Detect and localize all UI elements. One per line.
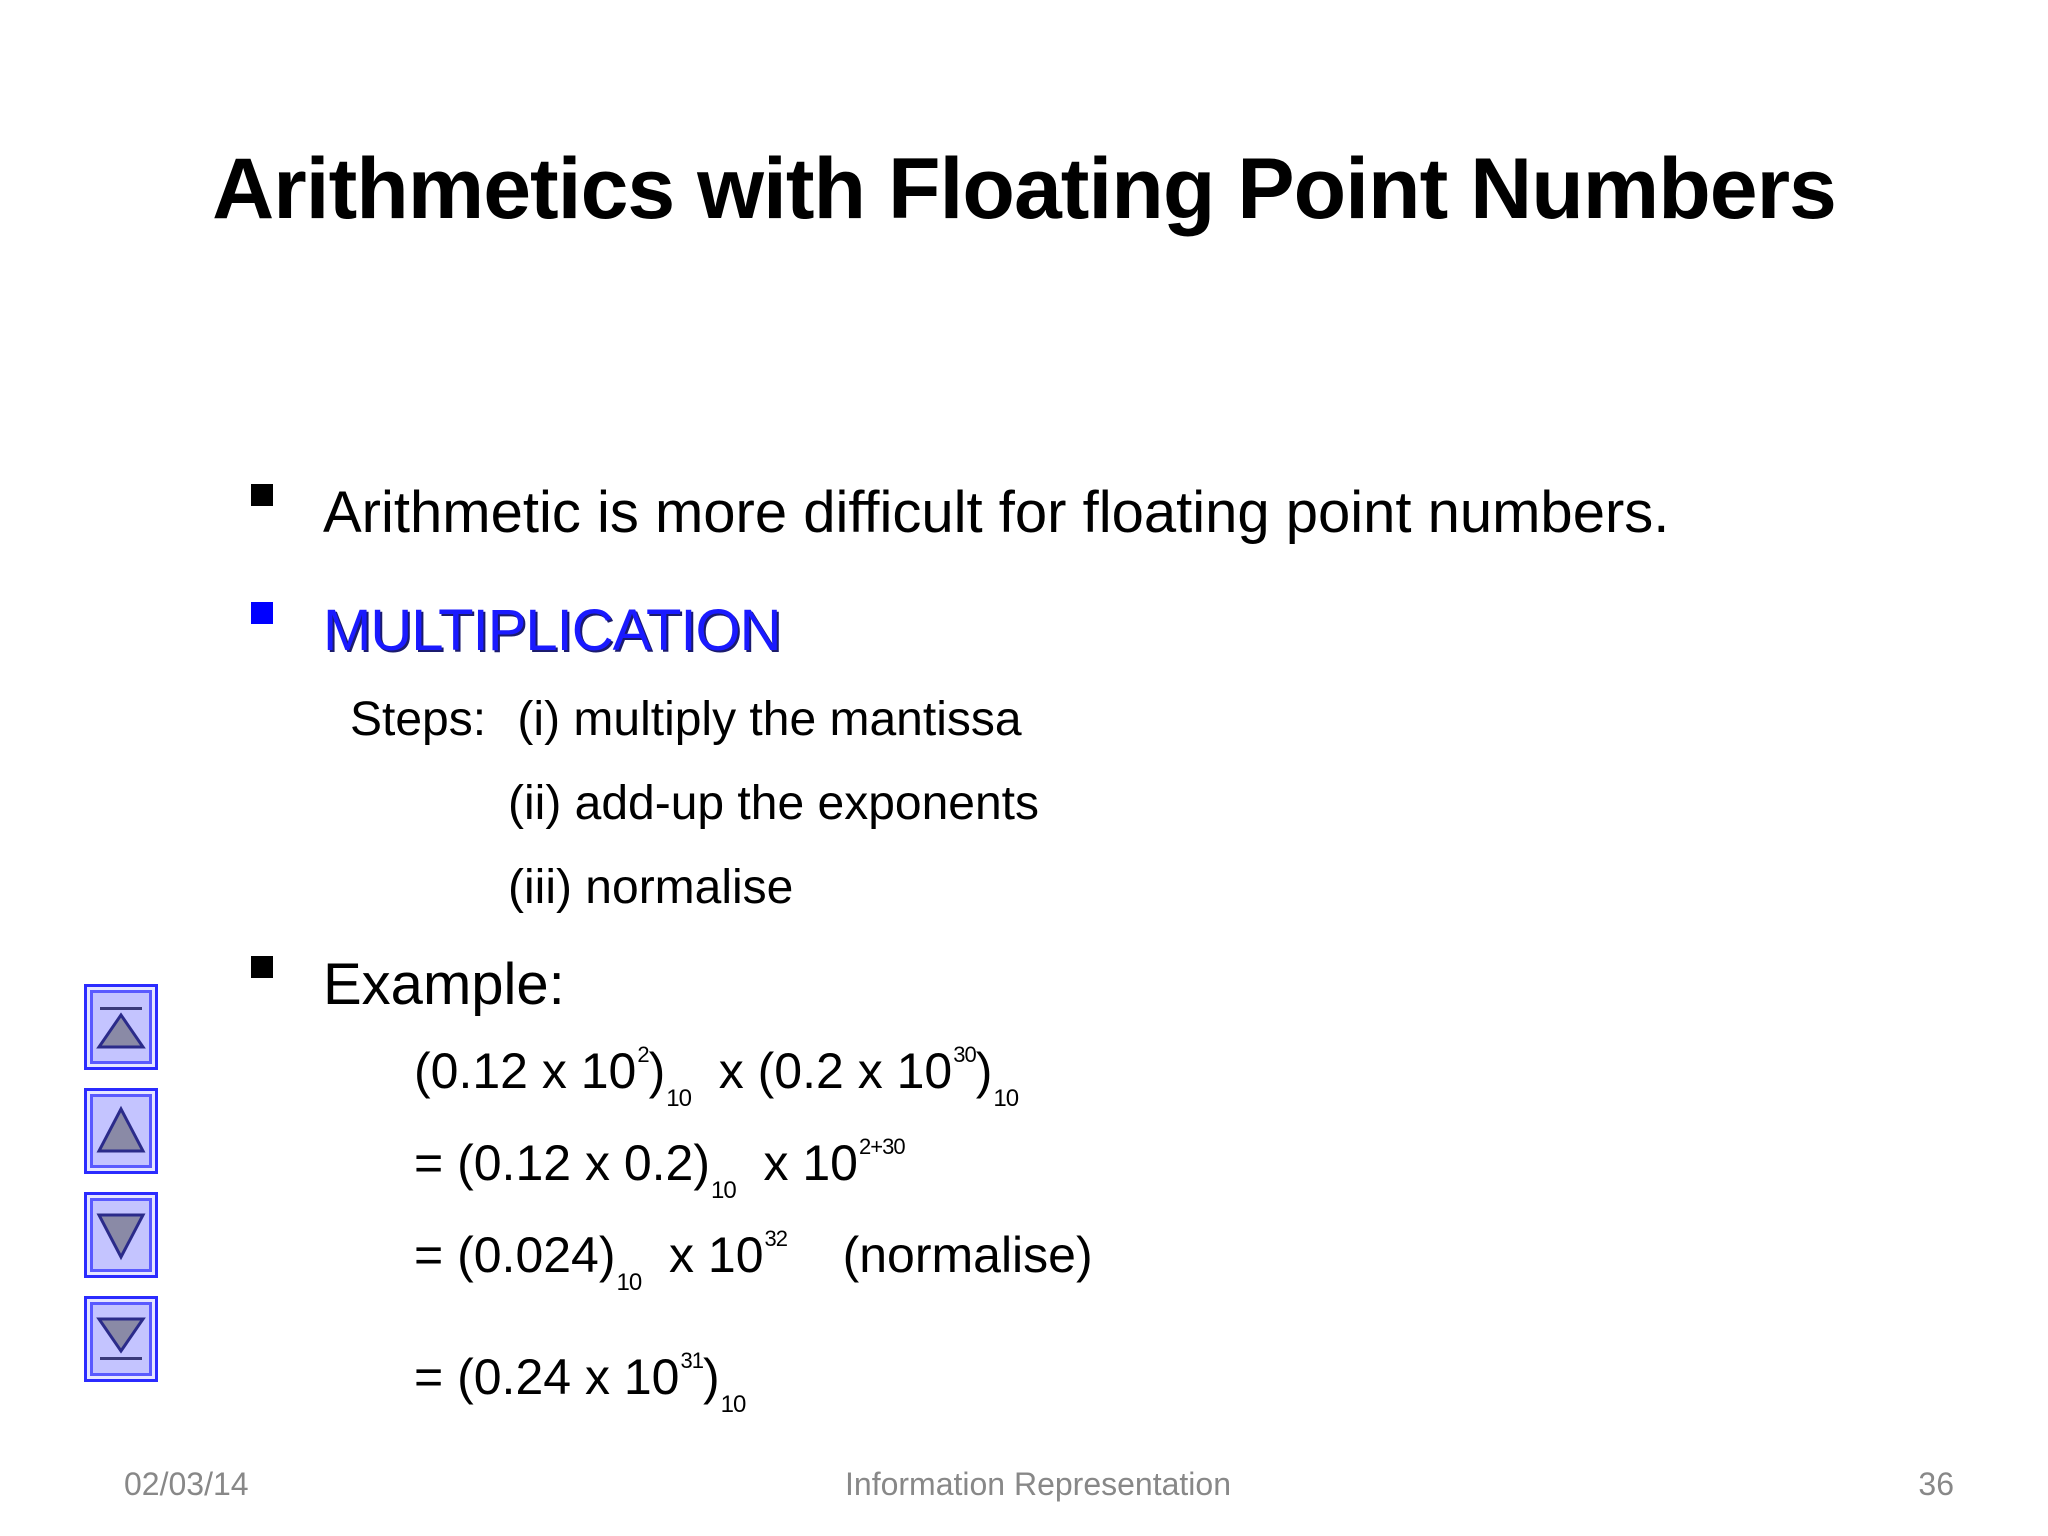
first-slide-icon — [87, 987, 155, 1067]
example-line-2: = (0.12 x $0.2)_{10}$ x $10^{2+30}$ — [414, 1134, 905, 1204]
step-1: (i) multiply the mantissa — [517, 693, 1022, 746]
multiplication-heading: MULTIPLICATION — [323, 598, 781, 663]
footer-title: Information Representation — [845, 1466, 1231, 1502]
bullet-arithmetic — [251, 480, 1670, 545]
page-number: 36 — [1918, 1466, 1954, 1502]
steps-label: Steps: (i) multiply the mantissa — [350, 693, 1022, 746]
last-slide-icon — [87, 1299, 155, 1379]
bullet-square-icon — [251, 956, 273, 978]
next-slide-icon — [87, 1195, 155, 1275]
bullet-example — [251, 952, 565, 1017]
example-heading: Example: — [323, 952, 565, 1017]
example-line-4: = (0.24 x $10^{31})_{10}$ — [414, 1348, 746, 1418]
slide-title: Arithmetics with Floating Point Numbers — [212, 141, 1836, 237]
last-slide-button[interactable] — [84, 1296, 158, 1382]
example-line-1: (0.12 x $10^2)_{10}$ x (0.2 x $10^{30})_{10}$ — [414, 1042, 1019, 1112]
next-slide-button[interactable] — [84, 1192, 158, 1278]
bullet-multiplication — [251, 598, 781, 663]
step-2: (ii) add-up the exponents — [508, 777, 1039, 830]
example-line-3: = $(0.024)_{10}$ x $10^{32}$ (normalise) — [414, 1226, 1093, 1296]
previous-slide-icon — [87, 1091, 155, 1171]
first-slide-button[interactable] — [84, 984, 158, 1070]
bullet-square-icon — [251, 602, 273, 624]
previous-slide-button[interactable] — [84, 1088, 158, 1174]
footer-date: 02/03/14 — [124, 1466, 249, 1502]
bullet-square-icon — [251, 484, 273, 506]
bullet-text: Arithmetic is more difficult for floating point numbers. — [323, 480, 1670, 545]
step-3: (iii) normalise — [508, 861, 794, 914]
